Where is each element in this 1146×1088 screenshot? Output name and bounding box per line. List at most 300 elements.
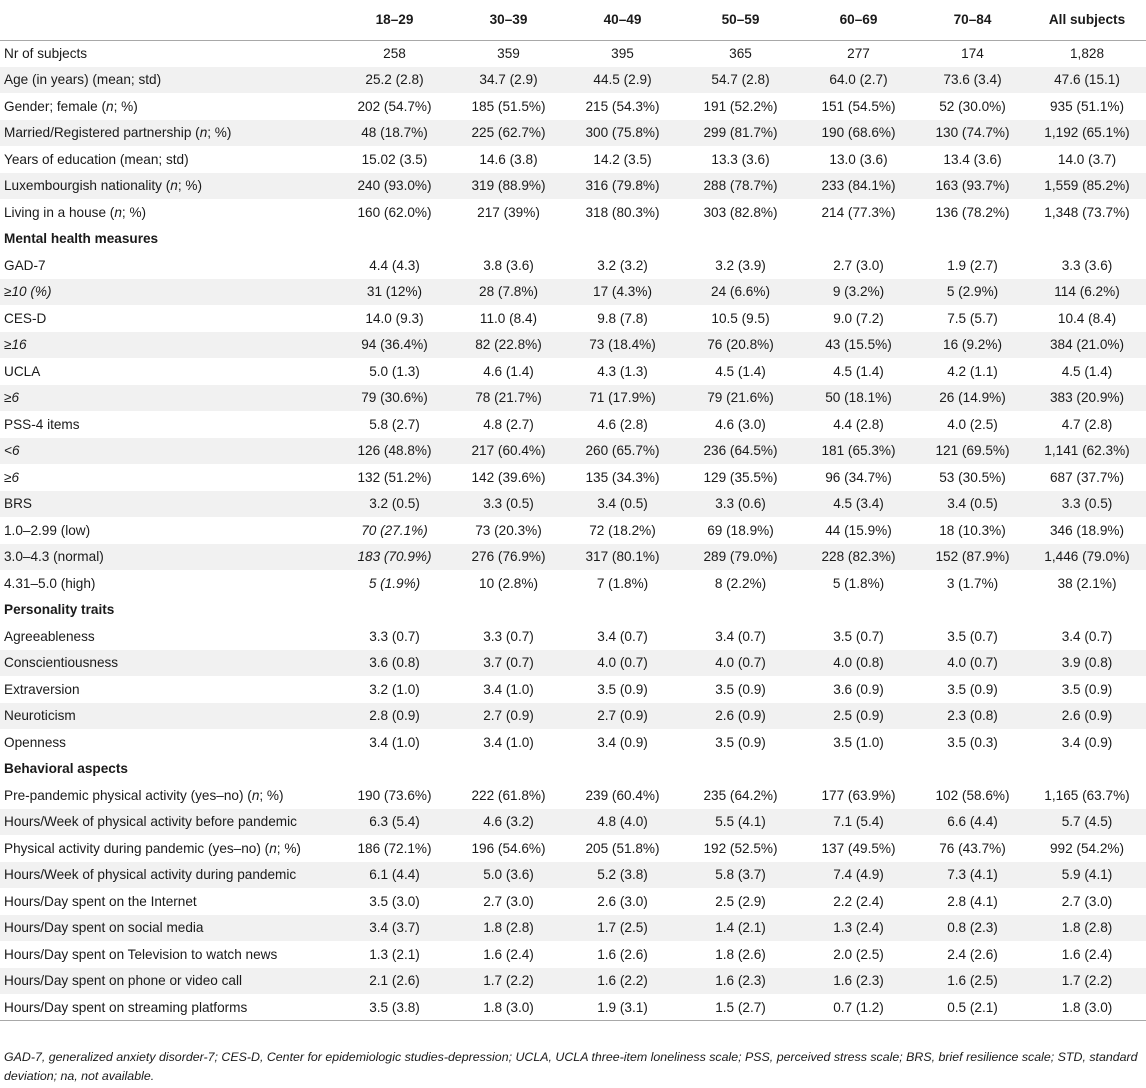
table-cell: 3.3 (3.6) — [1061, 257, 1113, 273]
table-cell: 3.8 (3.6) — [483, 257, 534, 273]
table-cell: 383 (20.9%) — [1028, 385, 1146, 412]
table-row — [0, 862, 1146, 889]
table-cell: 130 (74.7%) — [917, 120, 1028, 147]
table-cell: 1,559 (85.2%) — [1028, 173, 1146, 200]
row-label: ≥6 — [0, 385, 336, 412]
table-cell: 151 (54.5%) — [821, 98, 896, 114]
table-cell: 186 (72.1%) — [357, 840, 432, 856]
table-row — [0, 782, 1146, 809]
table-cell: 78 (21.7%) — [453, 385, 564, 412]
table-cell: 3.5 (0.7) — [833, 628, 884, 644]
table-cell: 277 — [847, 46, 870, 61]
table-cell: 319 (88.9%) — [453, 173, 564, 200]
table-cell: 126 (48.8%) — [336, 438, 453, 465]
table-row — [0, 941, 1146, 968]
table-cell: 4.5 (3.4) — [800, 491, 917, 518]
table-cell: 50 (18.1%) — [800, 385, 917, 412]
table-cell: 228 (82.3%) — [800, 544, 917, 571]
table-row — [0, 40, 1146, 67]
table-cell: 7.3 (4.1) — [917, 862, 1028, 889]
header-cell-18-29: 18–29 — [336, 6, 453, 40]
table-cell: 38 (2.1%) — [1057, 575, 1117, 591]
table-cell: 72 (18.2%) — [589, 522, 656, 538]
row-label-part: Luxembourgish nationality ( — [4, 178, 171, 194]
table-cell: 217 (60.4%) — [453, 438, 564, 465]
table-cell: 3.4 (1.0) — [483, 734, 534, 750]
table-cell: 3.4 (0.7) — [597, 628, 648, 644]
table-cell: 4.6 (2.8) — [597, 416, 648, 432]
table-row — [0, 650, 1146, 677]
table-cell: 136 (78.2%) — [935, 204, 1010, 220]
table-cell: 215 (54.3%) — [585, 98, 660, 114]
table-cell: 2.5 (2.9) — [715, 893, 766, 909]
table-cell: 217 (39%) — [477, 204, 540, 220]
table-cell: 44 (15.9%) — [825, 522, 892, 538]
table-cell: 299 (81.7%) — [681, 120, 800, 147]
table-cell: 142 (39.6%) — [471, 469, 546, 485]
table-cell: 2.7 (3.0) — [1061, 893, 1113, 909]
table-cell: 3.2 (3.9) — [715, 257, 766, 273]
table-row — [0, 517, 1146, 544]
table-cell: 48 (18.7%) — [336, 120, 453, 147]
section-row — [0, 756, 1146, 783]
table-cell: 9.0 (7.2) — [833, 310, 884, 326]
table-cell: 1.6 (2.5) — [917, 968, 1028, 995]
table-cell: 3.3 (0.5) — [1028, 491, 1146, 518]
table-cell: 14.0 (3.7) — [1057, 151, 1117, 167]
table-cell: 5 (2.9%) — [917, 279, 1028, 306]
table-row — [0, 464, 1146, 491]
row-label-part: ; %) — [259, 787, 284, 803]
table-cell: 13.0 (3.6) — [829, 151, 888, 167]
table-cell: 222 (61.8%) — [471, 787, 546, 803]
table-row — [0, 544, 1146, 571]
row-label: Neuroticism — [0, 703, 336, 730]
row-label: Hours/Day spent on the Internet — [4, 893, 197, 909]
table-cell: 687 (37.7%) — [1049, 469, 1125, 485]
table-cell: 4.5 (1.4) — [715, 363, 766, 379]
table-cell: 5.8 (3.7) — [681, 862, 800, 889]
table-cell: 2.7 (3.0) — [483, 893, 534, 909]
header-cell-50-59: 50–59 — [681, 6, 800, 40]
table-cell: 7.5 (5.7) — [947, 310, 998, 326]
table-cell: 2.7 (3.0) — [833, 257, 884, 273]
table-cell: 129 (35.5%) — [703, 469, 778, 485]
table-cell: 260 (65.7%) — [564, 438, 681, 465]
table-cell: 3.2 (3.2) — [597, 257, 648, 273]
table-cell: 3.5 (0.9) — [1061, 681, 1113, 697]
table-cell: 4.8 (2.7) — [483, 416, 534, 432]
table-cell: 1,141 (62.3%) — [1028, 438, 1146, 465]
table-cell: 1,192 (65.1%) — [1028, 120, 1146, 147]
table-row — [0, 676, 1146, 703]
table-cell: 4.5 (1.4) — [833, 363, 884, 379]
row-label: ≥6 — [4, 469, 20, 485]
table-cell: 5.2 (3.8) — [564, 862, 681, 889]
table-cell: 225 (62.7%) — [453, 120, 564, 147]
row-label: Hours/Week of physical activity before pandemic — [0, 809, 336, 836]
table-cell: 3.4 (0.7) — [1061, 628, 1113, 644]
table-cell: 5.0 (1.3) — [369, 363, 420, 379]
table-cell: 94 (36.4%) — [336, 332, 453, 359]
table-cell: 5.8 (2.7) — [369, 416, 420, 432]
table-cell: 276 (76.9%) — [453, 544, 564, 571]
table-cell: 4.4 (4.3) — [369, 257, 420, 273]
table-cell: 0.5 (2.1) — [917, 994, 1028, 1021]
row-label: PSS-4 items — [4, 416, 80, 432]
header-cell-60-69: 60–69 — [800, 6, 917, 40]
row-label: Nr of subjects — [4, 46, 88, 61]
table-cell: 2.8 (4.1) — [947, 893, 998, 909]
table-cell: 1,165 (63.7%) — [1044, 787, 1130, 803]
row-label: Hours/Day spent on Television to watch news — [4, 946, 278, 962]
table-cell: 137 (49.5%) — [821, 840, 896, 856]
table-cell: 4.6 (3.2) — [453, 809, 564, 836]
table-cell: 205 (51.8%) — [585, 840, 660, 856]
table-cell: 3.5 (0.9) — [715, 734, 766, 750]
row-label-part: ; %) — [121, 204, 147, 220]
table-cell: 4.8 (4.0) — [564, 809, 681, 836]
table-cell: 3.4 (1.0) — [483, 681, 534, 697]
table-cell: 44.5 (2.9) — [564, 67, 681, 94]
table-cell: 235 (64.2%) — [703, 787, 778, 803]
table-row — [0, 358, 1146, 385]
row-label: Extraversion — [4, 681, 80, 697]
row-label: Hours/Week of physical activity during pandemic — [0, 862, 336, 889]
table-cell: 34.7 (2.9) — [453, 67, 564, 94]
table-cell: 3.5 (0.7) — [947, 628, 998, 644]
table-cell: 3 (1.7%) — [946, 575, 999, 591]
table-cell: 3.3 (0.7) — [483, 628, 534, 644]
table-cell: 132 (51.2%) — [357, 469, 432, 485]
table-row — [0, 438, 1146, 465]
row-label-part: n — [251, 787, 260, 803]
table-row — [0, 146, 1146, 173]
table-cell: 3.4 (0.9) — [597, 734, 648, 750]
table-cell: 79 (21.6%) — [681, 385, 800, 412]
table-cell: 202 (54.7%) — [357, 98, 432, 114]
row-label — [0, 199, 336, 226]
table-row — [0, 173, 1146, 200]
table-cell: 4.6 (3.0) — [715, 416, 766, 432]
table-cell: 3.3 (0.7) — [369, 628, 420, 644]
table-cell: 258 — [383, 46, 406, 61]
table-cell: 3.6 (0.9) — [833, 681, 884, 697]
table-cell: 300 (75.8%) — [564, 120, 681, 147]
table-cell: 73 (20.3%) — [475, 522, 542, 538]
demographics-table — [0, 6, 1146, 1021]
table-cell: 10.4 (8.4) — [1057, 310, 1117, 326]
table-row — [0, 279, 1146, 306]
table-row — [0, 332, 1146, 359]
row-label: Years of education (mean; std) — [4, 151, 189, 167]
table-cell: 3.5 (0.9) — [597, 681, 648, 697]
table-cell: 3.7 (0.7) — [453, 650, 564, 677]
table-row — [0, 915, 1146, 942]
section-heading: Mental health measures — [4, 231, 159, 247]
table-cell: 14.6 (3.8) — [479, 151, 538, 167]
table-cell: 992 (54.2%) — [1049, 840, 1125, 856]
header-cell-30-39: 30–39 — [453, 6, 564, 40]
table-cell: 181 (65.3%) — [800, 438, 917, 465]
table-cell: 114 (6.2%) — [1028, 279, 1146, 306]
row-label-part: ; %) — [177, 178, 202, 194]
row-label-part: ; %) — [113, 98, 138, 114]
table-cell: 6.6 (4.4) — [917, 809, 1028, 836]
row-label: 3.0–4.3 (normal) — [0, 544, 336, 571]
table-cell: 70 (27.1%) — [361, 522, 428, 538]
table-row — [0, 491, 1146, 518]
table-cell: 2.8 (0.9) — [336, 703, 453, 730]
table-cell: 10.5 (9.5) — [711, 310, 770, 326]
table-row — [0, 809, 1146, 836]
table-cell: 185 (51.5%) — [471, 98, 546, 114]
table-cell: 4.0 (0.7) — [681, 650, 800, 677]
table-row — [0, 305, 1146, 332]
table-cell: 395 — [611, 46, 634, 61]
table-cell: 3.3 (0.5) — [453, 491, 564, 518]
table-cell: 240 (93.0%) — [336, 173, 453, 200]
table-cell: 1.6 (2.2) — [564, 968, 681, 995]
table-cell: 2.6 (0.9) — [681, 703, 800, 730]
table-cell: 6.3 (5.4) — [336, 809, 453, 836]
table-cell: 1.5 (2.7) — [681, 994, 800, 1021]
table-row — [0, 623, 1146, 650]
row-label: CES-D — [4, 310, 47, 326]
table-cell: 52 (30.0%) — [939, 98, 1006, 114]
table-cell: 3.4 (0.5) — [917, 491, 1028, 518]
table-cell: 96 (34.7%) — [825, 469, 892, 485]
table-cell: 1.6 (2.3) — [681, 968, 800, 995]
table-row — [0, 703, 1146, 730]
table-cell: 3.2 (0.5) — [336, 491, 453, 518]
table-cell: 13.3 (3.6) — [711, 151, 770, 167]
table-cell: 2.0 (2.5) — [833, 946, 884, 962]
row-label-part: Pre-pandemic physical activity (yes–no) ( — [4, 787, 252, 803]
header-row — [0, 6, 1146, 40]
table-cell: 5 (1.8%) — [832, 575, 885, 591]
row-label: BRS — [0, 491, 336, 518]
table-cell: 4.0 (2.5) — [947, 416, 998, 432]
table-cell: 102 (58.6%) — [935, 787, 1010, 803]
table-cell: 2.4 (2.6) — [947, 946, 998, 962]
table-cell: 2.1 (2.6) — [336, 968, 453, 995]
table-row — [0, 888, 1146, 915]
table-row — [0, 67, 1146, 94]
table-cell: 69 (18.9%) — [707, 522, 774, 538]
row-label: Hours/Day spent on phone or video call — [0, 968, 336, 995]
row-label: 4.31–5.0 (high) — [4, 575, 96, 591]
table-row — [0, 835, 1146, 862]
header-cell-70-84: 70–84 — [917, 6, 1028, 40]
table-cell: 190 (73.6%) — [357, 787, 432, 803]
table-cell: 2.6 (3.0) — [597, 893, 648, 909]
table-cell: 190 (68.6%) — [800, 120, 917, 147]
table-cell: 4.2 (1.1) — [947, 363, 998, 379]
section-row — [0, 226, 1146, 253]
table-cell: 73.6 (3.4) — [917, 67, 1028, 94]
table-cell: 5 (1.9%) — [368, 575, 421, 591]
table-cell: 3.5 (0.3) — [947, 734, 998, 750]
table-cell: 289 (79.0%) — [681, 544, 800, 571]
table-cell: 0.7 (1.2) — [800, 994, 917, 1021]
table-cell: 135 (34.3%) — [585, 469, 660, 485]
table-row — [0, 994, 1146, 1021]
table-cell: 3.4 (1.0) — [369, 734, 420, 750]
table-cell: 1.3 (2.4) — [800, 915, 917, 942]
row-label — [0, 835, 336, 862]
table-cell: 24 (6.6%) — [681, 279, 800, 306]
row-label-part: n — [114, 204, 122, 220]
table-cell: 73 (18.4%) — [564, 332, 681, 359]
table-cell: 239 (60.4%) — [585, 787, 660, 803]
row-label-part: Physical activity during pandemic (yes–no) ( — [4, 840, 270, 856]
header-cell-all-subjects: All subjects — [1028, 6, 1146, 40]
table-cell: 71 (17.9%) — [564, 385, 681, 412]
table-cell: 1.4 (2.1) — [681, 915, 800, 942]
row-label: GAD-7 — [4, 257, 46, 273]
table-cell: 4.0 (0.7) — [917, 650, 1028, 677]
table-cell: 1.9 (2.7) — [947, 257, 998, 273]
table-cell: 16 (9.2%) — [917, 332, 1028, 359]
table-cell: 1,828 — [1069, 46, 1105, 61]
table-cell: 2.2 (2.4) — [833, 893, 884, 909]
table-cell: 5.7 (4.5) — [1028, 809, 1146, 836]
table-cell: 53 (30.5%) — [939, 469, 1006, 485]
table-cell: 7.4 (4.9) — [800, 862, 917, 889]
table-cell: 191 (52.2%) — [703, 98, 778, 114]
row-label-part: Gender; female ( — [4, 98, 106, 114]
table-row — [0, 385, 1146, 412]
table-cell: 288 (78.7%) — [681, 173, 800, 200]
row-label-part: n — [269, 840, 277, 856]
table-cell: 3.5 (3.8) — [336, 994, 453, 1021]
table-cell: 7.1 (5.4) — [800, 809, 917, 836]
table-cell: 14.0 (9.3) — [365, 310, 424, 326]
table-cell: 18 (10.3%) — [939, 522, 1006, 538]
table-cell: 64.0 (2.7) — [800, 67, 917, 94]
table-cell: 196 (54.6%) — [471, 840, 546, 856]
table-cell: 54.7 (2.8) — [681, 67, 800, 94]
table-row — [0, 252, 1146, 279]
table-cell: 1.6 (2.4) — [1061, 946, 1113, 962]
table-cell: 3.5 (1.0) — [833, 734, 884, 750]
table-cell: 1.7 (2.2) — [1028, 968, 1146, 995]
table-cell: 4.5 (1.4) — [1061, 363, 1113, 379]
row-label-part: ; %) — [276, 840, 301, 856]
table-cell: 6.1 (4.4) — [336, 862, 453, 889]
section-heading: Personality traits — [4, 602, 115, 618]
table-cell: 4.6 (1.4) — [483, 363, 534, 379]
row-label: Age (in years) (mean; std) — [0, 67, 336, 94]
table-cell: 14.2 (3.5) — [593, 151, 652, 167]
table-cell: 1.6 (2.4) — [483, 946, 534, 962]
table-cell: 2.7 (0.9) — [453, 703, 564, 730]
table-cell: 4.3 (1.3) — [597, 363, 648, 379]
row-label-part: n — [199, 125, 208, 141]
header-cell-label — [0, 6, 336, 40]
table-cell: 3.4 (0.9) — [1061, 734, 1113, 750]
row-label-part: ; %) — [207, 125, 232, 141]
table-cell: 359 — [497, 46, 520, 61]
table-cell: 365 — [729, 46, 752, 61]
row-label-part: n — [106, 98, 114, 114]
table-cell: 8 (2.2%) — [714, 575, 767, 591]
table-cell: 13.4 (3.6) — [943, 151, 1002, 167]
table-cell: 3.4 (0.7) — [715, 628, 766, 644]
table-cell: 79 (30.6%) — [336, 385, 453, 412]
table-row — [0, 570, 1146, 597]
table-cell: 183 (70.9%) — [336, 544, 453, 571]
table-cell: 1.8 (3.0) — [453, 994, 564, 1021]
table-cell: 76 (43.7%) — [939, 840, 1006, 856]
row-label — [0, 120, 336, 147]
table-cell: 47.6 (15.1) — [1028, 67, 1146, 94]
table-row — [0, 729, 1146, 756]
table-cell: 2.6 (0.9) — [1028, 703, 1146, 730]
table-row — [0, 199, 1146, 226]
table-cell: 4.0 (0.8) — [800, 650, 917, 677]
table-cell: 3.6 (0.8) — [336, 650, 453, 677]
table-cell: 7 (1.8%) — [596, 575, 649, 591]
row-label: ≥10 (%) — [0, 279, 336, 306]
table-cell: 28 (7.8%) — [453, 279, 564, 306]
row-label: 1.0–2.99 (low) — [4, 522, 91, 538]
row-label: <6 — [0, 438, 336, 465]
table-cell: 935 (51.1%) — [1049, 98, 1125, 114]
table-cell: 177 (63.9%) — [821, 787, 896, 803]
row-label-part: n — [170, 178, 178, 194]
table-cell: 3.4 (0.5) — [564, 491, 681, 518]
table-cell: 1.6 (2.3) — [800, 968, 917, 995]
table-cell: 163 (93.7%) — [917, 173, 1028, 200]
table-cell: 1.3 (2.1) — [369, 946, 420, 962]
table-cell: 317 (80.1%) — [564, 544, 681, 571]
table-row — [0, 968, 1146, 995]
row-label-part: Married/Registered partnership ( — [4, 125, 200, 141]
table-cell: 2.5 (0.9) — [800, 703, 917, 730]
row-label: Hours/Day spent on social media — [0, 915, 336, 942]
table-cell: 5.0 (3.6) — [453, 862, 564, 889]
table-cell: 1.8 (2.6) — [715, 946, 766, 962]
table-cell: 9.8 (7.8) — [597, 310, 648, 326]
table-cell: 76 (20.8%) — [681, 332, 800, 359]
table-cell: 384 (21.0%) — [1028, 332, 1146, 359]
table-cell: 82 (22.8%) — [453, 332, 564, 359]
table-cell: 1.8 (3.0) — [1028, 994, 1146, 1021]
table-cell: 9 (3.2%) — [800, 279, 917, 306]
header-cell-40-49: 40–49 — [564, 6, 681, 40]
table-cell: 1.8 (2.8) — [1028, 915, 1146, 942]
table-cell: 3.5 (0.9) — [715, 681, 766, 697]
table-cell: 17 (4.3%) — [564, 279, 681, 306]
table-body — [0, 40, 1146, 1021]
table-cell: 43 (15.5%) — [800, 332, 917, 359]
table-cell: 1.7 (2.5) — [564, 915, 681, 942]
table-cell: 316 (79.8%) — [564, 173, 681, 200]
table-cell: 2.3 (0.8) — [917, 703, 1028, 730]
table-cell: 3.4 (3.7) — [336, 915, 453, 942]
table-cell: 3.5 (3.0) — [369, 893, 420, 909]
table-cell: 3.5 (0.9) — [947, 681, 998, 697]
table-cell: 152 (87.9%) — [917, 544, 1028, 571]
table-cell: 303 (82.8%) — [703, 204, 778, 220]
table-cell: 236 (64.5%) — [681, 438, 800, 465]
table-cell: 1,348 (73.7%) — [1044, 204, 1130, 220]
table-cell: 4.4 (2.8) — [833, 416, 884, 432]
table-cell: 11.0 (8.4) — [479, 310, 538, 326]
table-cell: 26 (14.9%) — [917, 385, 1028, 412]
